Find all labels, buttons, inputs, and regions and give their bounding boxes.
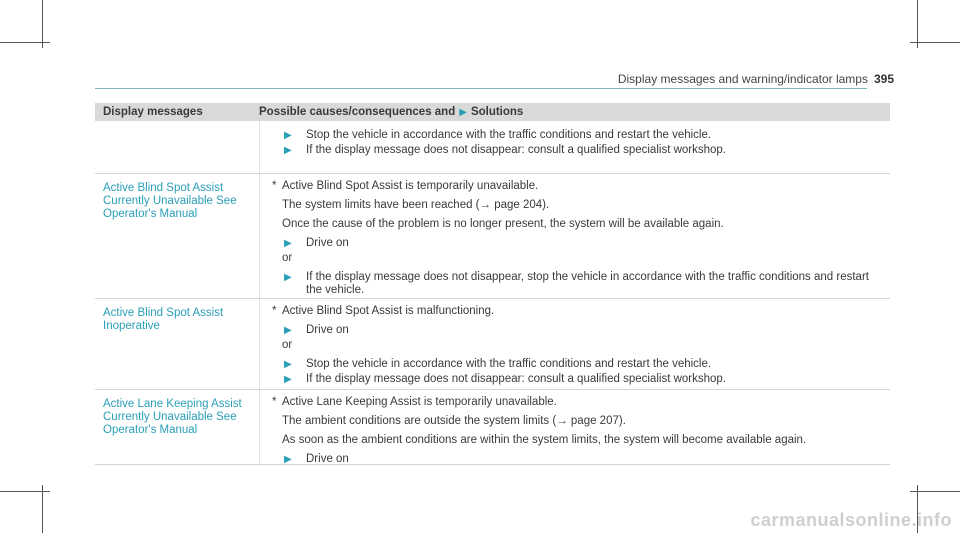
bullet-text: Stop the vehicle in accordance with the traffic conditions and restart the vehicle.: [306, 358, 712, 370]
list-item: [272, 453, 890, 466]
arrow-icon: ▶: [284, 374, 292, 385]
paragraph: Once the cause of the problem is no longer present, the system will be available again.: [282, 218, 724, 230]
cause-text: * Active Blind Spot Assist is temporarily unavailable.: [272, 180, 539, 192]
paragraph: The system limits have been reached (→ page 204).: [282, 199, 550, 211]
display-message: Active Blind Spot Assist Currently Unavailable See Operator's Manual: [103, 182, 237, 220]
crop-mark: [0, 491, 50, 492]
arrow-icon: ▶: [284, 130, 292, 141]
bullet-text: Stop the vehicle in accordance with the traffic conditions and restart the vehicle.: [306, 129, 712, 141]
crop-mark: [42, 485, 43, 533]
table-row: [95, 299, 890, 390]
solution-cell: [260, 390, 890, 464]
list-item: [272, 144, 890, 157]
message-cell: [95, 299, 260, 389]
bullet-text: Drive on: [306, 324, 349, 336]
bullet-text: If the display message does not disappear: consult a qualified specialist workshop.: [306, 373, 726, 385]
display-messages-table: [95, 103, 890, 465]
list-item: [272, 271, 890, 297]
bullet-text: If the display message does not disappear, stop the vehicle in accordance with the traffic conditions and restart the vehicle.: [306, 271, 869, 296]
arrow-icon: ▶: [284, 238, 292, 249]
header-display-messages: Display messages: [103, 106, 203, 118]
list-item: [272, 373, 890, 386]
header-causes: [253, 106, 890, 118]
header-causes-label: Possible causes/consequences and: [259, 106, 456, 118]
page-number: 395: [873, 72, 894, 86]
display-message: Active Blind Spot Assist Inoperative: [103, 307, 224, 332]
solution-cell: [260, 174, 890, 298]
solution-cell: [260, 299, 890, 389]
list-item: [272, 237, 890, 250]
arrow-icon: ▶: [284, 145, 292, 156]
display-message: Active Lane Keeping Assist Currently Unavailable See Operator's Manual: [103, 398, 242, 436]
arrow-icon: ▶: [284, 325, 292, 336]
crop-mark: [0, 42, 50, 43]
or-text: or: [282, 339, 293, 351]
paragraph: As soon as the ambient conditions are within the system limits, the system will become available again.: [282, 434, 807, 446]
solution-cell: [260, 121, 890, 173]
list-item: [272, 324, 890, 337]
arrow-icon: ▶: [284, 454, 292, 465]
crop-mark: [910, 491, 960, 492]
running-head-title: Display messages and warning/indicator lamps: [617, 72, 868, 86]
arrow-icon: ▶: [459, 106, 467, 118]
cause-text: * Active Blind Spot Assist is malfunctioning.: [272, 305, 495, 317]
crop-mark: [910, 42, 960, 43]
table-row: [95, 174, 890, 299]
header-rule: [95, 88, 867, 89]
message-cell: [95, 390, 260, 464]
table-row: [95, 390, 890, 465]
watermark: carmanualsonline.info: [750, 510, 952, 530]
table-header: [95, 103, 890, 121]
list-item: [272, 358, 890, 371]
or-text: or: [282, 252, 293, 264]
message-cell: [95, 121, 260, 173]
arrow-icon: ▶: [284, 359, 292, 370]
bullet-text: Drive on: [306, 237, 349, 249]
crop-mark: [917, 0, 918, 48]
crop-mark: [42, 0, 43, 48]
bullet-text: Drive on: [306, 453, 349, 465]
bullet-text: If the display message does not disappear: consult a qualified specialist workshop.: [306, 144, 726, 156]
list-item: [272, 129, 890, 142]
paragraph: The ambient conditions are outside the system limits (→ page 207).: [282, 415, 626, 427]
header-solutions-label: Solutions: [470, 106, 524, 118]
cause-text: * Active Lane Keeping Assist is temporarily unavailable.: [272, 396, 557, 408]
running-head: [618, 72, 894, 86]
arrow-icon: ▶: [284, 272, 292, 283]
message-cell: [95, 174, 260, 298]
table-row: [95, 121, 890, 174]
